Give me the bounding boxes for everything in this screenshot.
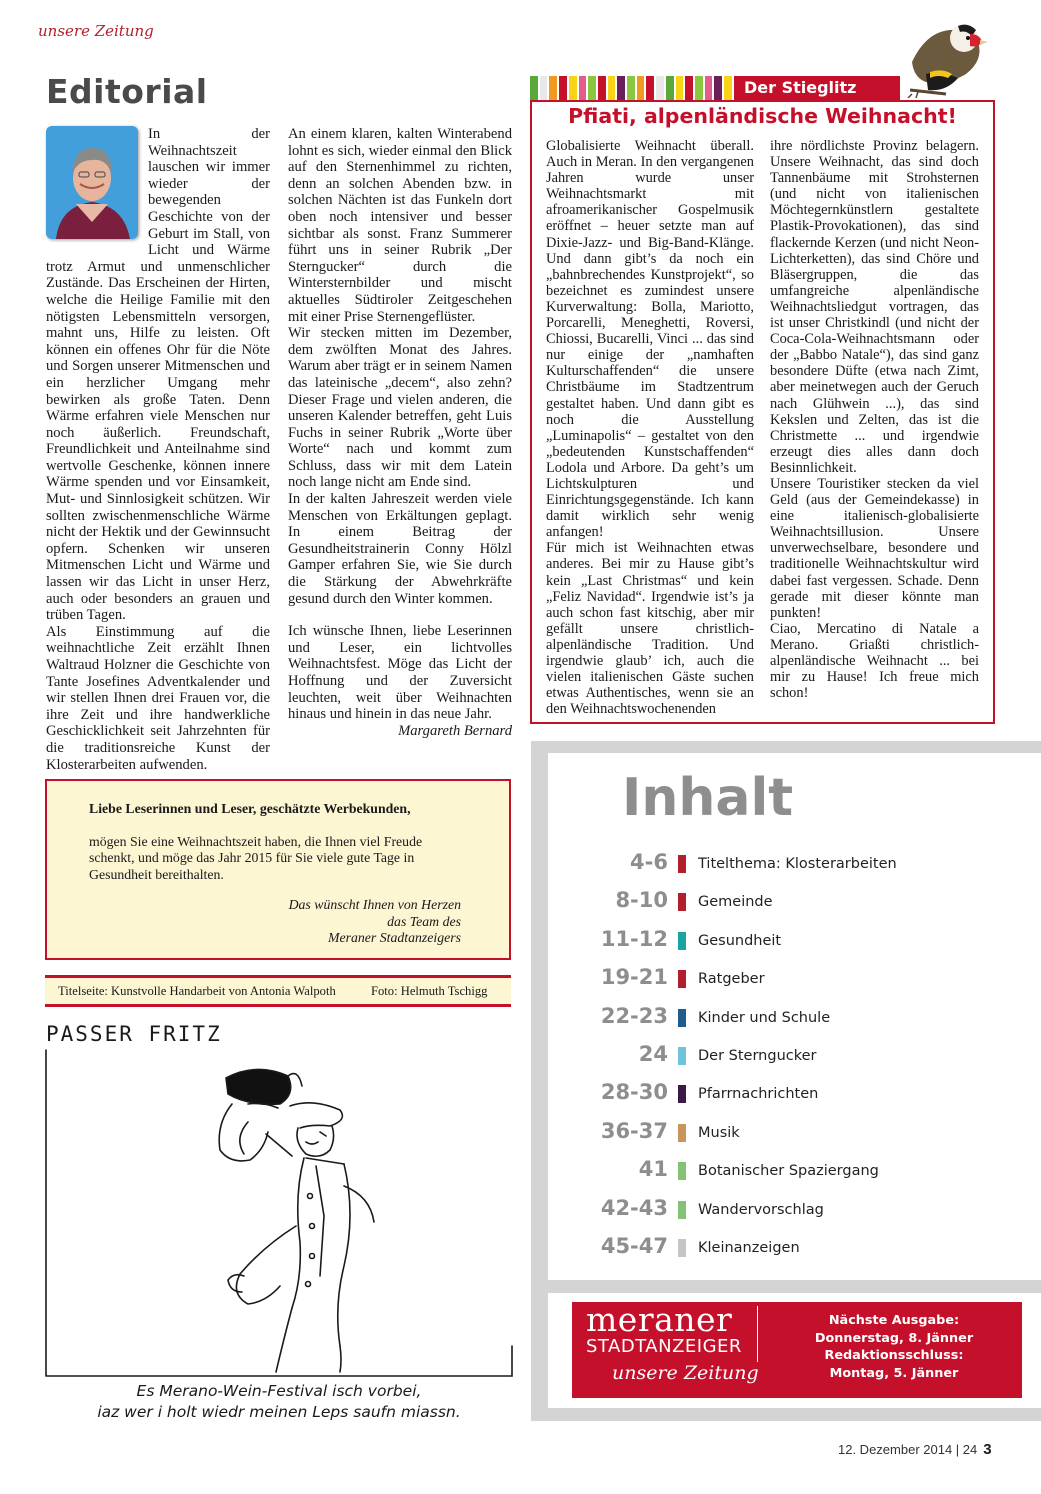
stieglitz-paragraph: Ciao, Mercatino di Natale a Merano. Griaßti christlich-alpenländische Weihnacht ... bei mir zu Hause! Ich freue mich schon! — [770, 620, 979, 702]
caption-rule-bottom — [45, 1004, 511, 1007]
contents-color-marker — [678, 855, 686, 873]
contents-color-marker — [678, 1239, 686, 1257]
editorial-paragraph: Wir stecken mitten im Dezember, dem zwölften Monat des Jahres. Warum aber trägt er in seinem Namen das lateinische „decem“, also zehn? Dieser Frage und vielen anderen, die unseren Kalender betreffen, geht Luis Fuchs in seiner Rubrik „Worte über Worte“ nach und kommt zum Schluss, dass wir mit dem Latein noch lange nicht am Ende sind. — [288, 325, 512, 491]
contents-item — [560, 1119, 1030, 1145]
masthead-logo-stadtanzeiger: STADTANZEIGER — [586, 1336, 742, 1357]
editorial-paragraph: An einem klaren, kalten Winterabend lohnt es sich, wieder einmal den Blick auf den Sternenhimmel zu richten, denn an solchen Abenden bzw. in solchen Nächten ist das Funkeln dort oben noch intensiver und besser sichtbar als sonst. Franz Summerer führt uns in seiner Rubrik „Der Sterngucker“ durch die Wintersternbilder und mischt aktuelles Südtiroler Zeitgeschehen mit einer Prise Sternengeflüster. — [288, 126, 512, 325]
contents-item — [560, 1234, 1030, 1260]
color-bar-segment — [666, 76, 674, 100]
contents-color-marker — [678, 1047, 686, 1065]
color-bar-segment — [676, 76, 684, 100]
editorial-signature: Margareth Bernard — [398, 722, 512, 739]
color-bar-segment — [656, 76, 664, 100]
contents-label: Pfarrnachrichten — [698, 1086, 819, 1103]
contents-item — [560, 1042, 1030, 1068]
color-bar-segment — [627, 76, 635, 100]
stieglitz-headline: Pfiati, alpenländische Weihnacht! — [568, 104, 957, 128]
contents-page-range: 24 — [638, 1042, 668, 1066]
color-bar-segment — [695, 76, 703, 100]
next-issue-line: Montag, 5. Jänner — [829, 1365, 959, 1381]
contents-color-marker — [678, 893, 686, 911]
greeting-heading: Liebe Leserinnen und Leser, geschätzte Werbekunden, — [89, 801, 411, 816]
editorial-paragraph: Als Einstimmung auf die weihnachtliche Zeit erzählt Ihnen Waltraud Holzner die Geschichte von Tante Josefines Adventkalender und wir stellen Ihnen drei Frauen vor, die ihre Zeit und ihre handwerkliche Geschicklichkeit seit Jahrzehnten für die traditionsreiche Kunst der Klosterarbeiten aufwenden. — [46, 623, 270, 773]
brand-logo: unsere Zeitung — [38, 22, 154, 40]
color-bar-segment — [588, 76, 596, 100]
contents-title: Inhalt — [622, 768, 794, 828]
editorial-title: Editorial — [46, 72, 208, 111]
color-bar-segment — [579, 76, 587, 100]
contents-label: Musik — [698, 1124, 740, 1141]
issue-date: 12. Dezember 2014 | 24 — [838, 1442, 978, 1457]
contents-color-marker — [678, 1085, 686, 1103]
cover-caption: Titelseite: Kunstvolle Handarbeit von Antonia Walpoth — [58, 984, 336, 998]
contents-page-range: 11-12 — [600, 926, 668, 951]
contents-page-range: 8-10 — [615, 888, 668, 913]
masthead-divider — [757, 1306, 758, 1362]
contents-item — [560, 965, 1030, 991]
greeting-sign-line: Meraner Stadtanzeigers — [328, 930, 461, 945]
contents-label: Botanischer Spaziergang — [698, 1163, 879, 1180]
cartoon-title: PASSER FRITZ — [46, 1022, 222, 1046]
contents-color-marker — [678, 1201, 686, 1219]
color-bar-segment — [530, 76, 538, 100]
contents-page-range: 4-6 — [630, 850, 668, 874]
editorial-paragraph: In der Weihnachtszeit lauschen wir immer wieder der bewegenden Geschichte von der Geburt im Stall, von Licht und Wärme trotz Armut und unmenschlicher Zustände. Das Erscheinen der Hirten, welche die Heilige Familie mit den nötigsten Lebensmitteln versorgen, mahnt uns, Hilfe zu leisten. Oft können ein offenes Ohr für die Nöte und Sorgen unserer Mitmenschen und ein herzlicher Umgang mehr bewirken als große Taten. Denn Wärme erfahren viele Menschen nur noch äußerlich. Freundschaft, Freundlichkeit und Anteilnahme sind wertvolle Geschenke, können innere Wärme spenden und vor Einsamkeit, Mut- und Sinnlosigkeit schützen. Wir sollten zwischenmenschliche Wärme nicht der Hektik und der Gewinnsucht opfern. Schenken wir unseren Mitmenschen Licht und Wärme und lassen wir das Licht in unser Herz, auch oder besonders an grauen und trüben Tagen. — [46, 126, 270, 624]
contents-color-marker — [678, 1162, 686, 1180]
stieglitz-column-2 — [770, 138, 979, 701]
contents-page-range: 42-43 — [600, 1195, 668, 1220]
contents-item — [560, 850, 1030, 876]
editorial-column-2 — [288, 126, 512, 739]
contents-page-range: 28-30 — [600, 1080, 668, 1105]
cartoon-caption-line: iaz wer i holt wiedr meinen Leps saufn miassn. — [97, 1403, 461, 1421]
masthead-logo-meraner: meraner — [586, 1300, 733, 1339]
contents-label: Kinder und Schule — [698, 1009, 831, 1026]
cartoon-caption-line: Es Merano-Wein-Festival isch vorbei, — [136, 1382, 422, 1400]
cartoon-drawing — [44, 1046, 514, 1382]
contents-item — [560, 927, 1030, 953]
color-bar-segment — [608, 76, 616, 100]
contents-item — [560, 1196, 1030, 1222]
color-bar-segment — [637, 76, 645, 100]
page-number: 3 — [983, 1441, 992, 1458]
contents-page-range: 45-47 — [600, 1234, 668, 1258]
contents-color-marker — [678, 932, 686, 950]
color-bar-segment — [705, 76, 713, 100]
contents-page-range: 19-21 — [600, 965, 668, 990]
color-bar-segment — [617, 76, 625, 100]
goldfinch-icon — [906, 12, 988, 98]
photo-credit: Foto: Helmuth Tschigg — [371, 984, 488, 998]
contents-color-marker — [678, 1009, 686, 1027]
contents-page-range: 36-37 — [600, 1118, 668, 1143]
next-issue-info — [770, 1312, 1018, 1382]
masthead-logo-unsere-zeitung: unsere Zeitung — [612, 1362, 759, 1384]
color-bar-segment — [685, 76, 693, 100]
contents-page-range: 41 — [638, 1157, 668, 1182]
contents-color-marker — [678, 970, 686, 988]
contents-label: Gemeinde — [698, 894, 773, 911]
stieglitz-column-1 — [546, 138, 754, 717]
contents-label: Titelthema: Klosterarbeiten — [698, 856, 897, 872]
color-bar-segment — [540, 76, 548, 100]
contents-label: Gesundheit — [698, 932, 782, 949]
color-bar-segment — [724, 76, 732, 100]
editorial-column-1 — [46, 126, 270, 773]
contents-item — [560, 1004, 1030, 1030]
next-issue-line: Nächste Ausgabe: — [828, 1313, 960, 1328]
contents-label: Der Sterngucker — [698, 1048, 817, 1064]
greeting-body: mögen Sie eine Weihnachtszeit haben, die Ihnen viel Freude schenkt, und möge das Jahr 2015 für Sie viele gute Tage in Gesundheit bereithalten. — [89, 833, 423, 882]
color-bar-segment — [559, 76, 567, 100]
greeting-box — [45, 779, 511, 960]
color-bar-segment — [714, 76, 722, 100]
color-bar-segment — [549, 76, 557, 100]
contents-page-range: 22-23 — [600, 1003, 668, 1028]
contents-color-marker — [678, 1124, 686, 1142]
greeting-signature — [89, 897, 461, 947]
page-footer — [838, 1441, 992, 1458]
contents-item — [560, 1157, 1030, 1183]
contents-label: Kleinanzeigen — [698, 1240, 800, 1256]
contents-item — [560, 888, 1030, 914]
stieglitz-paragraph: Unsere Touristiker stecken da viel Geld (aus der Gemeindekasse) in eine italienisch-globalisierte Weihnachtsillusion. Unsere unverwechselbare, besondere und traditionelle Weihnachtskultur wird dabei fast vergessen. Schade. Denn gerade mit dieser könnte man punkten! — [770, 475, 979, 621]
editorial-paragraph: In der kalten Jahreszeit werden viele Menschen von Erkältungen geplagt. In einem Beitrag der Gesundheitstrainerin Conny Hölzl Gamper erfahren Sie, wie Sie durch die Stärkung der Abwehrkräfte gesund durch den Winter kommen. — [288, 491, 512, 607]
contents-item — [560, 1080, 1030, 1106]
editorial-paragraph: Ich wünsche Ihnen, liebe Leserinnen und Leser, ein lichtvolles Weihnachtsfest. Möge das Licht der Hoffnung und der Zuversicht leuchten, weit über Weihnachten hinaus und hinein in das neue Jahr. — [288, 623, 512, 723]
color-bar-segment — [569, 76, 577, 100]
color-bar-segment — [646, 76, 654, 100]
stieglitz-paragraph: ihre nördlichste Provinz belagern. Unsere Weihnacht, das sind doch Tannenbäume mit Strohsternen (und nicht von italienischen Möchtegernkünstlern gestaltete Plastik-Provokationen), das sind flackernde Kerzen (und nicht Neon-Lichterketten), das sind Chöre und Bläsergruppen, die das umfangreiche alpenländische Weihnachtsliedgut vortragen, das ist unser Christkindl (und nicht der Coca-Cola-Weihnachtsmann oder der „Babbo Natale“), das sind ganz besondere Düfte (etwa nach Zimt, aber meinetwegen auch der Geruch nach Glühwein ...), das sind Kekslen und Zelten, das ist die Christmette ... und irgendwie erzeugt dies alles dann doch Besinnlichkeit. — [770, 138, 979, 476]
contents-label: Ratgeber — [698, 971, 765, 988]
next-issue-line: Donnerstag, 8. Jänner — [814, 1330, 974, 1346]
contents-label: Wandervorschlag — [698, 1201, 824, 1218]
color-bar-segment — [598, 76, 606, 100]
stieglitz-paragraph: Globalisierte Weihnacht überall. Auch in Meran. In den vergangenen Jahren wurde unser Weihnachtsmarkt mit afroamerikanischer Gospelmusik eröffnet – heuer setzte man auf Dixie-Jazz- und Big-Band-Klänge. Und dann gibt’s da noch ein „bahnbrechendes Kunstprojekt“, so bezeichnet es zumindest unsere Kurverwaltung: Bolla, Mariotto, Porcarelli, Meneghetti, Roversi, Chiossi, Bucarelli, Vinci ... das sind nur einige der „namhaften Kulturschaffenden“ die unsere Christbäume im Stadtzentrum gestaltet haben. Und dann gibt es noch die Ausstellung „Luminapolis“ – gestaltet von den „bedeutenden Kunstschaffenden“ Lodola und Arbore. Da geht’s um Lichtskulpturen und Einrichtungsgegenstände. Ich kann damit wirklich sehr wenig anfangen! — [546, 138, 754, 541]
stieglitz-label: Der Stieglitz — [734, 76, 900, 100]
greeting-sign-line: Das wünscht Ihnen von Herzen — [288, 897, 461, 912]
next-issue-line: Redaktionsschluss: — [824, 1348, 964, 1363]
author-photo — [46, 126, 138, 239]
greeting-sign-line: das Team des — [387, 913, 461, 929]
stieglitz-paragraph: Für mich ist Weihnachten etwas anderes. Bei mir zu Hause gibt’s kein „Last Christmas“ und kein „Feliz Navidad“. Irgendwie ist’s ja auch schon fast kitschig, aber mir gefällt unsere christlich-alpenländische Tradition. Und irgendwie glaub’ ich, auch die vielen italienischen Gäste suchen etwas Authentisches, wenn sie an den Weihnachtswochenenden — [546, 540, 754, 718]
